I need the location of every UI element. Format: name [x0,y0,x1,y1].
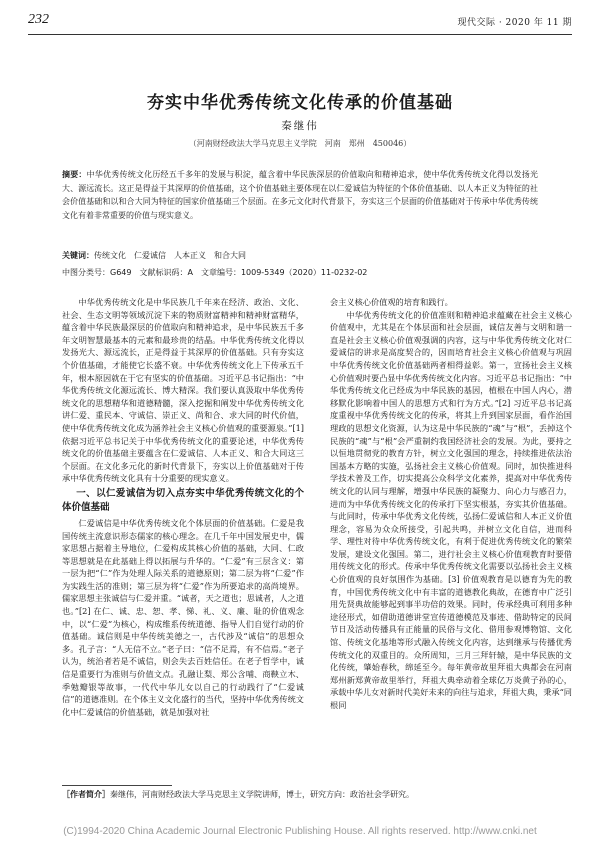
section-1-paragraph: 仁爱诚信是中华优秀传统文化个体层面的价值基础。仁爱是我国传统主流意识形态儒家的核心理念。在几千年中国发展史中，儒家思想占据着主导地位，仁爱构成其核心价值的基础，大同、仁政等思想就是在此基础上得以拓展与升华的。“仁爱”有三层含义：第一层为把“仁”作为处理人际关系的道德原则；第二层为将“仁爱”作为实践生活的准则；第三层为将“仁爱”作为所要追求的高尚境界。儒家思想主张诚信与仁爱并重。“诚者，天之道也；思诚者，人之道也。”[2] 在仁、诚、忠、恕、孝、悌、礼、义、廉、耻的价值观念中，以“仁爱”为核心，构成维系传统道德、指导人们自觉行动的价值基础。诚信则是中华传统美德之一，古代涉及“诚信”的思想众多。孔子言：“人无信不立。”老子曰：“信不足焉，有不信焉。”老子认为，统治者若是不诚信，则会失去百姓信任。在老子哲学中，诚信是重要行为准则与价值文点。孔融让梨、郑公含哺、商鞅立木、季勉瓣银等故事，一代代中华儿女以自己的行动践行了“仁爱诚信”的道德准则。在个体主义文化盛行的当代，坚持中华优秀传统文化中仁爱诚信的价值基础，就是加强对社 [62,517,304,717]
left-column [62,296,304,780]
intro-paragraph: 中华优秀传统文化是中华民族几千年来在经济、政治、文化、社会、生态文明等领域沉淀下来的物质财富精神和精神财富精华，蕴含着中华民族最深层的价值取向和精神追求，是中华民族五千多年文明智慧最基本的元素和最珍贵的结晶。中华优秀传统文化得以发扬光大、源远流长，正是得益于其深厚的价值基础。只有夯实这个价值基础，才能使它长盛不衰。中华优秀传统文化上下传承五千年，根本原因就在于它有坚实的价值基础。习近平总书记指出：“中华优秀传统文化源远流长、博大精深。我们要认真汲取中华优秀传统文化的思想精华和道德精髓，深入挖掘和阐发中华优秀传统文化讲仁爱、重民本、守诚信、崇正义、尚和合、求大同的时代价值，使中华优秀传统文化成为涵养社会主义核心价值观的重要源泉。”[1] 依据习近平总书记关于中华优秀传统文化的重要论述，中华优秀传统文化的价值基础主要蕴含在仁爱诚信、人本正义、和合大同这三个层面。在文化多元化的新时代背景下，夯实以上价值基础对于传承中华优秀传统文化具有十分重要的现实意义。 [62,297,304,484]
continuation-text: 会主义核心价值观的培育和践行。 [330,297,453,307]
abstract [62,168,538,222]
article-author: 秦继伟 [281,120,319,132]
journal-info: 现代交际 · 2020 年 11 期 [457,18,572,28]
section-heading-1: 一、以仁爱诚信为切入点夯实中华优秀传统文化的个体价值基础 [62,487,304,513]
article-title: 夯实中华优秀传统文化传承的价值基础 [147,93,453,113]
classification-line: 中图分类号：G649 文献标识码：A 文章编号：1009-5349（2020）11-0232-02 [62,268,368,277]
abstract-label: 摘要： [62,169,87,179]
copyright-watermark: (C)1994-2020 China Academic Journal Electronic Publishing House. All rights reserved. http://www.cnki.net [63,826,537,837]
author-affiliation: （河南财经政法大学马克思主义学院 河南 郑州 450046） [188,139,412,148]
right-paragraph-1: 中华优秀传统文化的价值准则和精神追求蕴藏在社会主义核心价值观中，尤其是在个体层面和社会层面，诚信友善与文明和谐一直是社会主义核心价值观强调的内容，这与中华优秀传统文化对仁爱诚信的讲求是高度契合的，因而培育社会主义核心价值观与巩固中华优秀传统文化价值基础两者相得益彰。第一，宣扬社会主义核心价值观时要凸显中华优秀传统文化内容。习近平总书记指出：“中华优秀传统文化已经成为中华民族的基因，植根在中国人内心，潜移默化影响着中国人的思想方式和行为方式。”[2] 习近平总书记高度重视中华优秀传统文化的传承，将其上升到国家层面，看作治国理政的思想文化资源，认为这是中华民族的“魂”与“根”，丢掉这个民族的“魂”与“根”会严重制约我国经济社会的发展。为此，要持之以恒地贯彻党的教育方针，树立文化强国的理念，持续推进依法治国基本方略的实施，弘扬社会主义核心价值观。同时，加快推进科学技术普及工作，切实提高公众科学文化素养，提高对中华优秀传统文化的认同与理解，增强中华民族的凝聚力、向心力与感召力，进而为中华优秀传统文化的传承打下坚实根基，夯实其价值基础。与此同时，传承中华优秀文化传统，弘扬仁爱诚信和人本正义价值理念，容易为众众所接受，引起共鸣，并树立文化自信，进而科学、理性对待中华优秀传统文化，有利于促进优秀传统文化的繁荣发展，建设文化强国。第二，进行社会主义核心价值观教育时要借用传统文化的形式。传承中华优秀传统文化需要以弘扬社会主义核心价值观的良好氛围作为基础。[3] 价值观教育是以德育为先的教育，中国优秀传统文化中有丰富的道德教化典故，在德育中广泛引用先贤典故能够起到事半功倍的效果。同时，传承经典可利用多种途径形式，如借助道德讲堂宣传道德模范及事迹、借助特定的民间节日及活动传播具有正能量的民俗与文化、借用参观博物馆、文化馆、传统文化基地等形式融入传统文化内容，达到继承与传播优秀传统文化的双重目的。众所周知，三月三拜轩辕，是中华民族的文化传统，肇始春秋，绵延至今。每年黄帝故里拜祖大典都会在河南郑州新郑黄帝故里举行，拜祖大典牵动着全球亿万炎黄子孙的心，承载中华儿女对新时代美好未来的向往与追求，拜祖大典，秉承“同根同 [330,309,572,710]
footnote-divider [62,785,172,786]
right-column [330,296,572,780]
author-footnote [62,788,572,801]
footnote-label: ［作者简介］ [62,789,110,799]
header-divider [28,34,572,35]
page-number: 232 [28,12,49,27]
keywords-label: 关键词： [62,250,94,260]
body-columns [62,296,572,780]
keywords-text: 传统文化 仁爱诚信 人本正义 和合大同 [94,251,246,260]
page-header [28,12,572,34]
abstract-text: 中华优秀传统文化历经五千多年的发展与积淀，蕴含着中华民族深层的价值取向和精神追求，使中华优秀传统文化得以发扬光大、源远流长。这正是得益于其深厚的价值基础，这个价值基础主要体现在以仁爱诚信为特征的个体价值基础、以人本正义为特征的社会价值基础和以和合大同为特征的国家价值基础三个层面。在多元文化时代背景下，夯实这三个层面的价值基础对于传承中华优秀传统文化有着非常重要的价值与现实意义。 [62,170,539,220]
footnote-text: 秦继伟，河南财经政法大学马克思主义学院讲师，博士，研究方向：政治社会学研究。 [110,790,414,799]
keywords [62,249,538,262]
